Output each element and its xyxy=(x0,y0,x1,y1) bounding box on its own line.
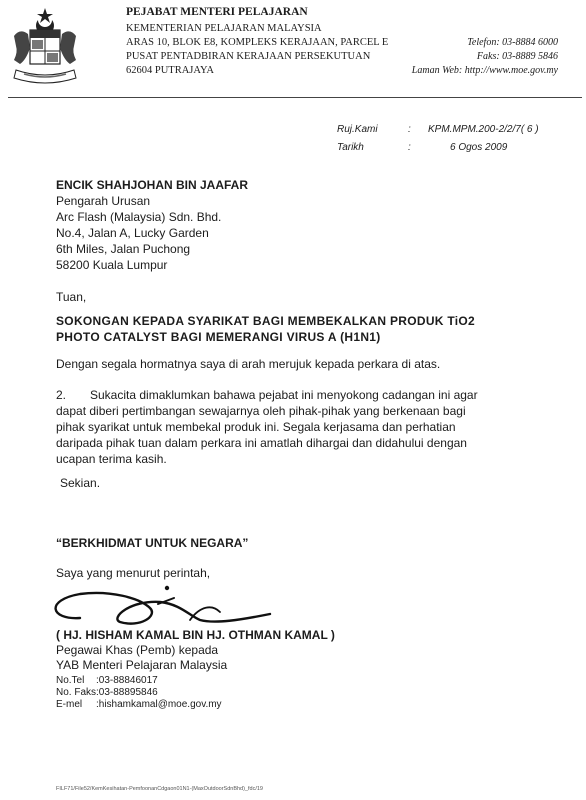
signatory-name: ( HJ. HISHAM KAMAL BIN HJ. OTHMAN KAMAL ) xyxy=(56,628,335,642)
signatory-position: Pegawai Khas (Pemb) kepada xyxy=(56,643,219,657)
signatory-office: YAB Menteri Pelajaran Malaysia xyxy=(56,658,228,672)
letterhead-address-2: PUSAT PENTADBIRAN KERAJAAN PERSEKUTUAN xyxy=(126,51,371,62)
letterhead-website: Laman Web: http://www.moe.gov.my xyxy=(411,65,558,76)
recipient-address-2: 6th Miles, Jalan Puchong xyxy=(56,242,191,256)
ref-label: Ruj.Kami xyxy=(337,124,378,135)
paragraph-2-line-3: pihak syarikat untuk membekal produk ini. Segala kerjasama dan perhatian xyxy=(56,420,456,434)
motto: “BERKHIDMAT UNTUK NEGARA” xyxy=(56,536,249,550)
paragraph-2-line-2: dapat diberi pertimbangan sewajarnya oleh pihak-pihak yang berkenaan bagi xyxy=(56,404,466,418)
date-colon: : xyxy=(408,142,411,153)
fax-value: :03-88895846 xyxy=(96,687,158,698)
paragraph-2-line-4: daripada pihak tuan dalam perkara ini amatlah dihargai dan didahului dengan xyxy=(56,436,467,450)
tel-label: No.Tel xyxy=(56,675,85,686)
sign-off: Saya yang menurut perintah, xyxy=(56,566,211,580)
letterhead-office: PEJABAT MENTERI PELAJARAN xyxy=(126,6,308,18)
letterhead-address-1: ARAS 10, BLOK E8, KOMPLEKS KERAJAAN, PARCEL E xyxy=(126,37,389,48)
paragraph-2-line-1: Sukacita dimaklumkan bahawa pejabat ini menyokong cadangan ini agar xyxy=(90,388,478,402)
email-label: E-mel xyxy=(56,699,83,710)
coat-of-arms-crest xyxy=(10,6,80,88)
recipient-company: Arc Flash (Malaysia) Sdn. Bhd. xyxy=(56,210,222,224)
tel-value: :03-88846017 xyxy=(96,675,158,686)
fax-label: No. Faks xyxy=(56,687,97,698)
recipient-address-3: 58200 Kuala Lumpur xyxy=(56,258,168,272)
subject-line-2: PHOTO CATALYST BAGI MEMERANGI VIRUS A (H1N1) xyxy=(56,330,381,344)
subject-line-1: SOKONGAN KEPADA SYARIKAT BAGI MEMBEKALKAN PRODUK TiO2 xyxy=(56,314,476,328)
letterhead-ministry: KEMENTERIAN PELAJARAN MALAYSIA xyxy=(126,23,322,34)
recipient-address-1: No.4, Jalan A, Lucky Garden xyxy=(56,226,209,240)
ref-value: KPM.MPM.200-2/2/7( 6 ) xyxy=(428,124,539,135)
date-label: Tarikh xyxy=(337,142,364,153)
letterhead-divider xyxy=(8,97,582,98)
paragraph-2-number: 2. xyxy=(56,388,67,402)
salutation: Tuan, xyxy=(56,290,87,304)
recipient-title: Pengarah Urusan xyxy=(56,194,151,208)
letterhead-telephone: Telefon: 03-8884 6000 xyxy=(467,37,558,48)
closing: Sekian. xyxy=(60,476,101,490)
email-value: :hishamkamal@moe.gov.my xyxy=(96,699,222,710)
ref-colon: : xyxy=(408,124,411,135)
letterhead-postcode: 62604 PUTRAJAYA xyxy=(126,65,215,76)
letterhead-fax: Faks: 03-8889 5846 xyxy=(476,51,558,62)
recipient-name: ENCIK SHAHJOHAN BIN JAAFAR xyxy=(56,178,249,192)
footer-file-path: FILF71/File52/KemKesihatan-PemfoonanCdgaon01N1-(MaxOutdoorSdnBhd)_fdc/19 xyxy=(56,786,263,792)
paragraph-2-line-5: ucapan terima kasih. xyxy=(56,452,167,466)
date-value: 6 Ogos 2009 xyxy=(450,142,508,153)
paragraph-1: Dengan segala hormatnya saya di arah merujuk kepada perkara di atas. xyxy=(56,357,441,371)
